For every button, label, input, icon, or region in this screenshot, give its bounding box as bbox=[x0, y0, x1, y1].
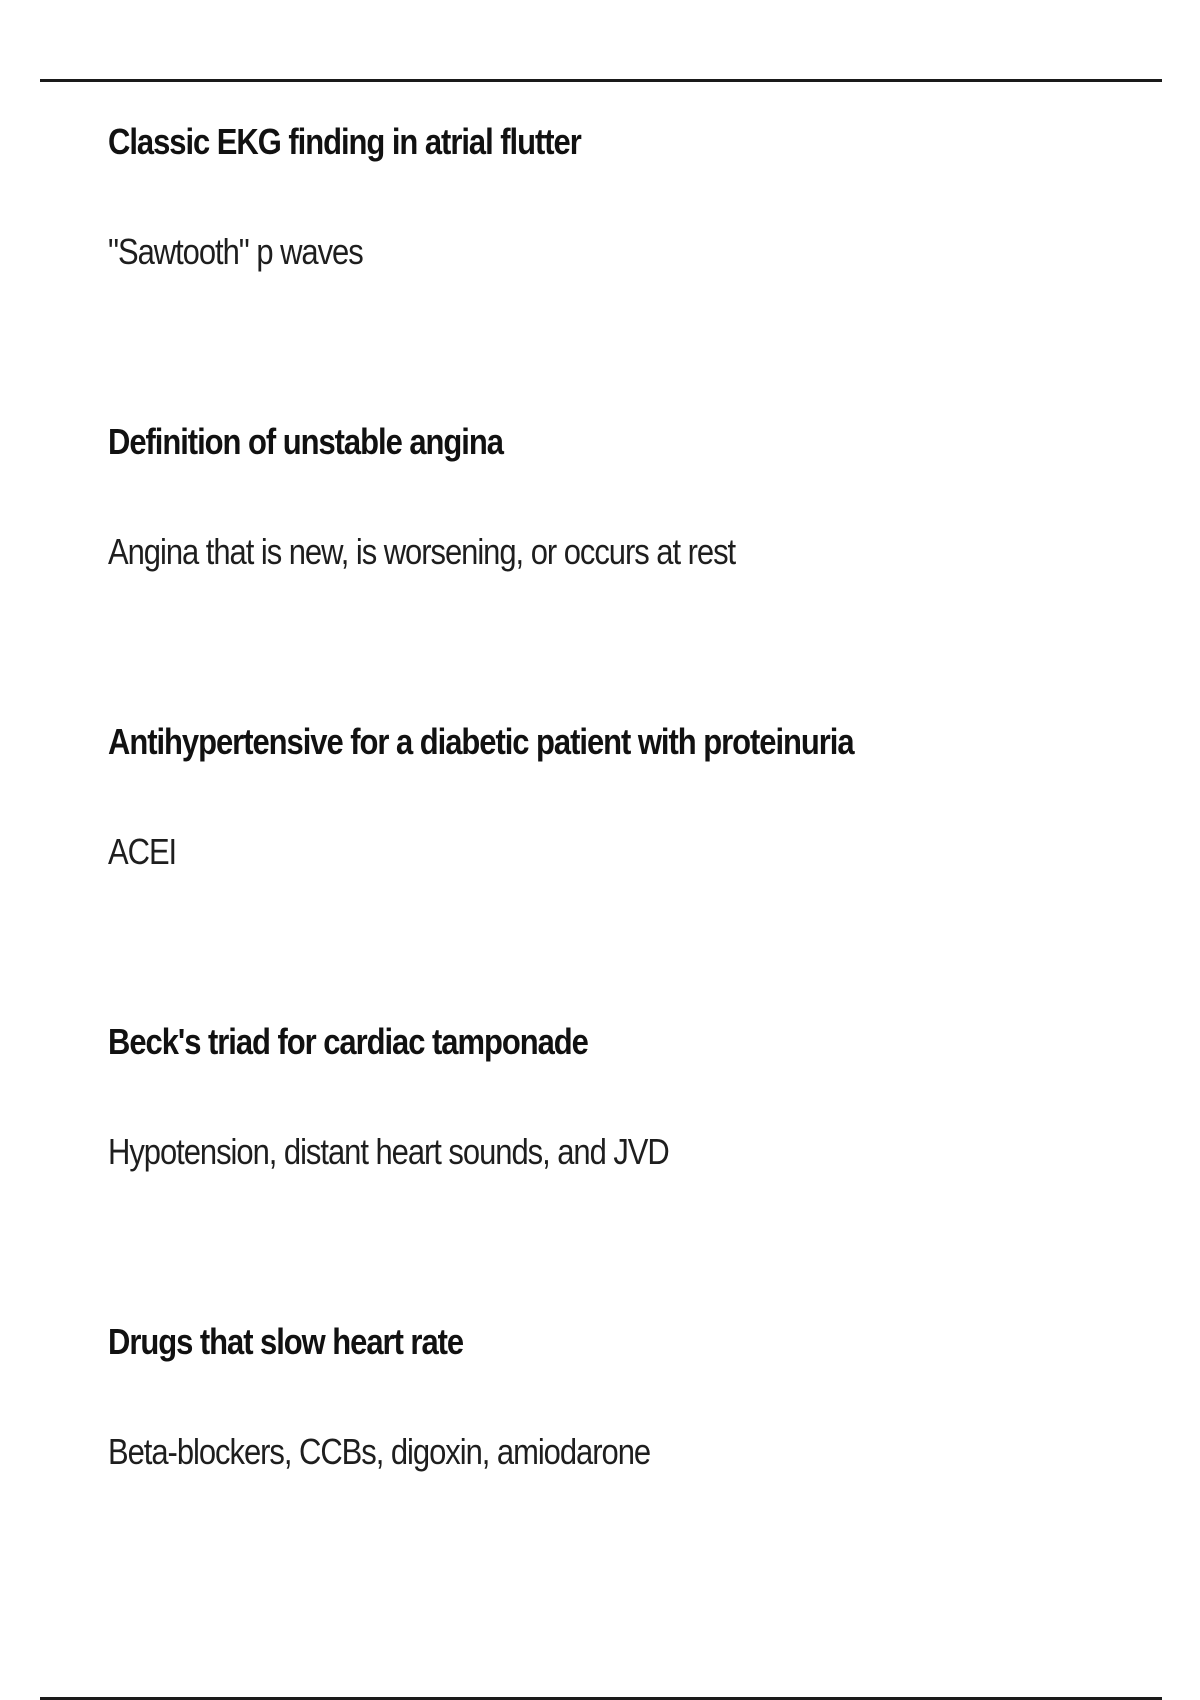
flashcard bbox=[108, 120, 1108, 420]
card-answer: Beta-blockers, CCBs, digoxin, amiodarone bbox=[108, 1431, 651, 1472]
flashcard-list bbox=[108, 120, 1108, 1620]
flashcard bbox=[108, 1320, 1108, 1620]
card-question: Drugs that slow heart rate bbox=[108, 1321, 464, 1362]
card-answer: "Sawtooth" p waves bbox=[108, 231, 363, 272]
card-question: Definition of unstable angina bbox=[108, 421, 503, 462]
card-question: Classic EKG finding in atrial flutter bbox=[108, 121, 581, 162]
card-answer: ACEI bbox=[108, 831, 177, 872]
card-question: Beck's triad for cardiac tamponade bbox=[108, 1021, 588, 1062]
card-answer: Hypotension, distant heart sounds, and JVD bbox=[108, 1131, 669, 1172]
top-divider bbox=[40, 79, 1162, 82]
page-header bbox=[0, 0, 1200, 80]
flashcard bbox=[108, 720, 1108, 1020]
card-question: Antihypertensive for a diabetic patient with proteinuria bbox=[108, 721, 854, 762]
card-answer: Angina that is new, is worsening, or occurs at rest bbox=[108, 531, 736, 572]
flashcard bbox=[108, 1020, 1108, 1320]
flashcard bbox=[108, 420, 1108, 720]
